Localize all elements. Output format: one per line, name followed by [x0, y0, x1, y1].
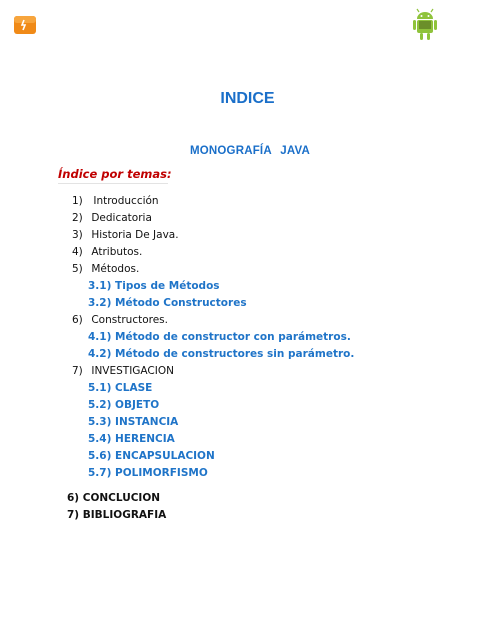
page-title: INDICE — [220, 90, 275, 107]
subtitle-left: MONOGRAFÍA — [189, 145, 272, 157]
toc-item-number: 2) — [72, 212, 83, 224]
toc-item-7 — [72, 365, 174, 377]
toc-subitem-3-2: 3.2) Método Constructores — [88, 297, 247, 309]
toc-item-label: Historia De Java. — [91, 229, 179, 241]
toc-item-label: Métodos. — [91, 263, 140, 275]
toc-subitem-5-3: 5.3) INSTANCIA — [88, 416, 179, 428]
toc-item-4 — [72, 246, 142, 258]
toc-item-label: Constructores. — [91, 314, 168, 326]
toc-subitem-4-2: 4.2) Método de constructores sin parámetro. — [88, 348, 355, 360]
toc-item-number: 7) — [72, 365, 83, 377]
toc-subitem-3-1: 3.1) Tipos de Métodos — [88, 280, 220, 292]
toc-subitem-5-2: 5.2) OBJETO — [88, 399, 160, 411]
toc-item-label: Atributos. — [91, 246, 143, 258]
toc-item-2 — [72, 212, 152, 224]
toc-item-conclusion: 6) CONCLUCION — [67, 492, 161, 504]
toc-item-1 — [72, 195, 159, 207]
toc-item-6 — [72, 314, 168, 326]
toc-item-5 — [72, 263, 139, 275]
android-logo — [411, 8, 439, 42]
subtitle-right: JAVA — [280, 145, 311, 157]
toc-subitem-5-4: 5.4) HERENCIA — [88, 433, 175, 445]
toc-subitem-4-1: 4.1) Método de constructor con parámetros. — [88, 331, 351, 343]
toc-subitem-5-7: 5.7) POLIMORFISMO — [88, 467, 208, 479]
toc-item-3 — [72, 229, 179, 241]
toc-item-number: 4) — [72, 246, 83, 258]
toc-subitem-5-6: 5.6) ENCAPSULACION — [88, 450, 215, 462]
toc-item-label: Dedicatoria — [91, 212, 152, 224]
toc-item-label: INVESTIGACION — [91, 365, 174, 377]
toc-subitem-5-1: 5.1) CLASE — [88, 382, 153, 394]
section-heading: Índice por temas: — [58, 167, 172, 184]
toc-item-bibliography: 7) BIBLIOGRAFIA — [67, 509, 167, 521]
toc-item-number: 1) — [72, 195, 83, 207]
toc-item-number: 6) — [72, 314, 83, 326]
toc-item-number: 3) — [72, 229, 83, 241]
java-logo — [13, 15, 37, 35]
toc-item-number: 5) — [72, 263, 83, 275]
document-subtitle — [0, 145, 495, 157]
toc-item-label: Introducción — [93, 195, 159, 207]
